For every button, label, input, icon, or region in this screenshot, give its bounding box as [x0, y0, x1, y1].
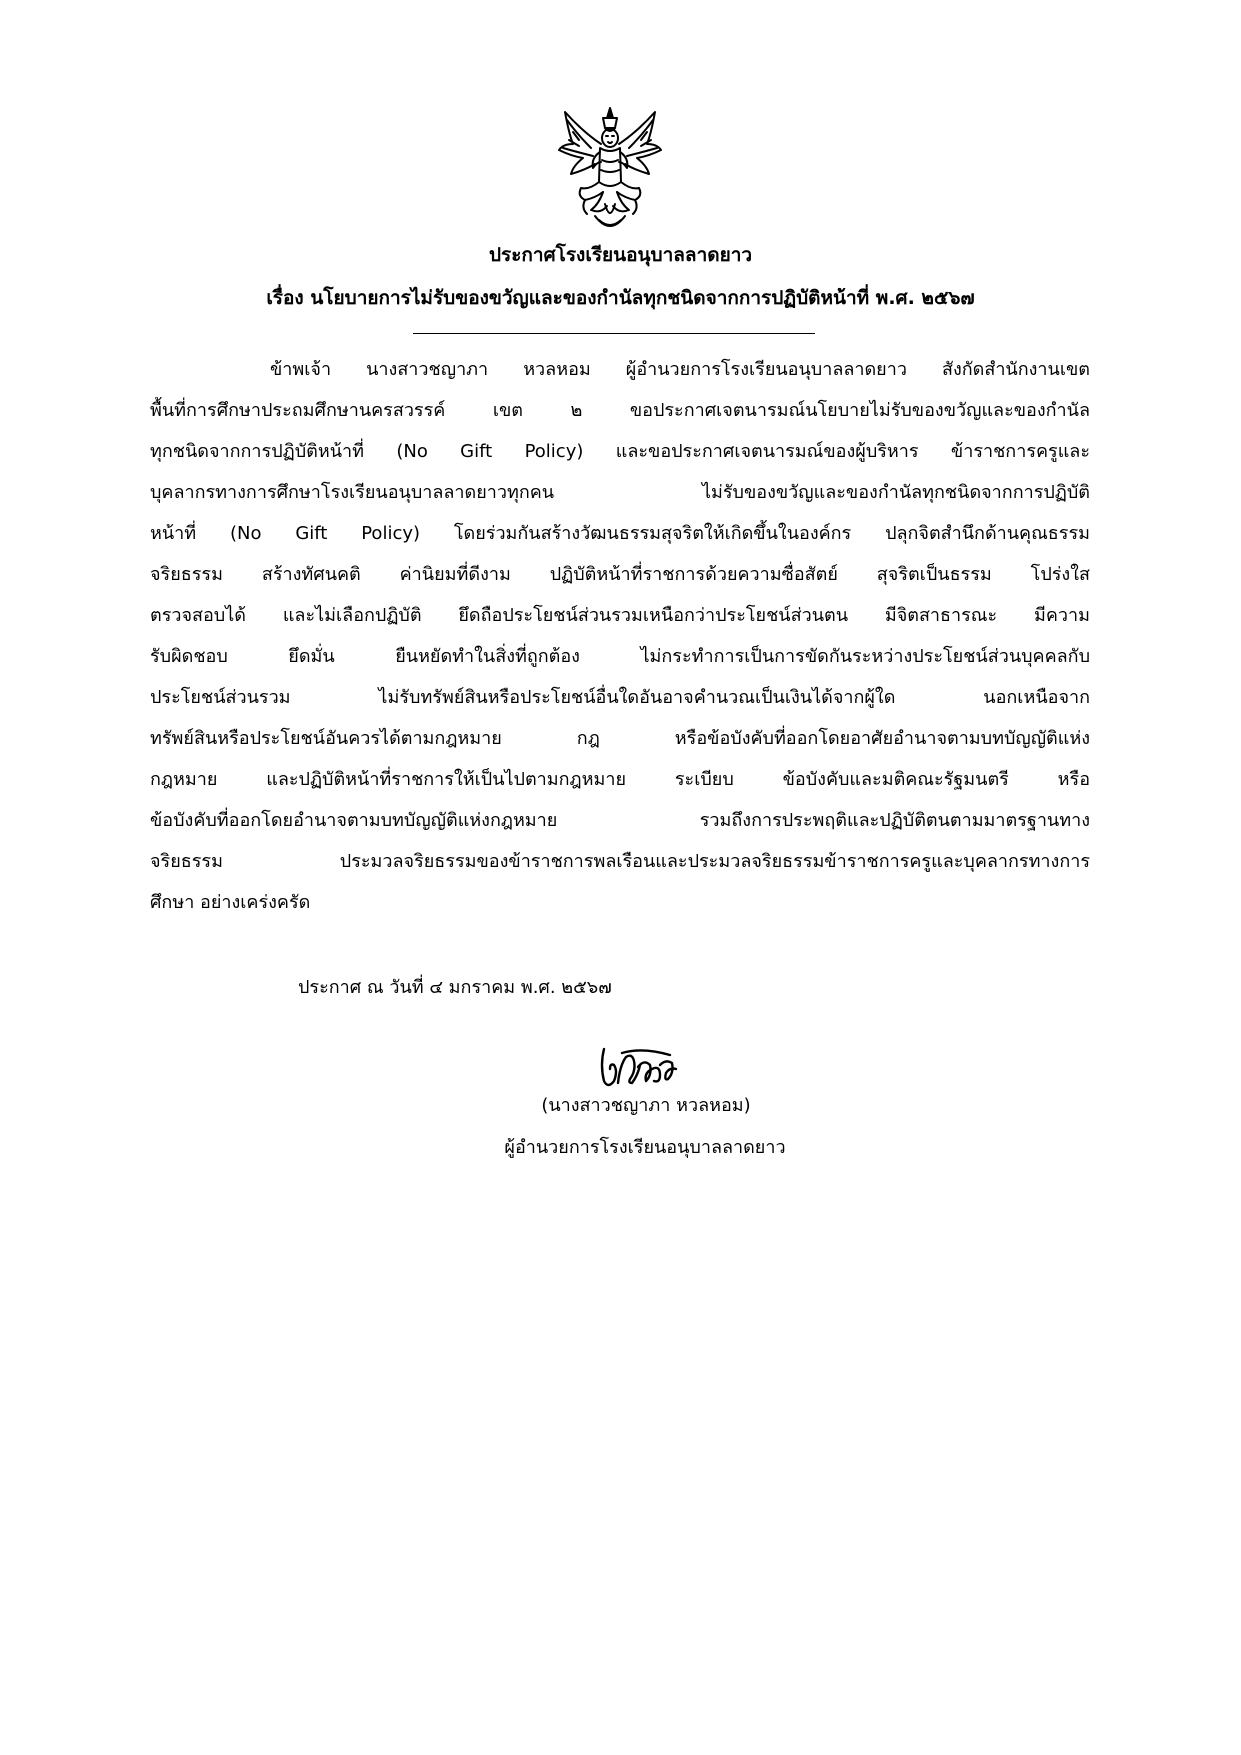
- body-line: ศึกษา อย่างเคร่งครัด: [150, 892, 311, 913]
- body-line: พื้นที่การศึกษาประถมศึกษานครสวรรค์ เขต ๒ ขอประกาศเจตนารมณ์นโยบายไม่รับของขวัญและของกำนัล: [150, 400, 1090, 421]
- body-line: กฎหมาย และปฏิบัติหน้าที่ราชการให้เป็นไปตามกฎหมาย ระเบียบ ข้อบังคับและมติคณะรัฐมนตรี หรือ: [150, 769, 1090, 790]
- announcement-title: ประกาศโรงเรียนอนุบาลลาดยาว: [488, 244, 753, 266]
- body-line: ข้าพเจ้า นางสาวชญาภา หวลหอม ผู้อำนวยการโรงเรียนอนุบาลลาดยาว สังกัดสำนักงานเขต: [270, 359, 1090, 380]
- body-line: จริยธรรม สร้างทัศนคติ ค่านิยมที่ดีงาม ปฏิบัติหน้าที่ราชการด้วยความซื่อสัตย์ สุจริตเป็นธรรม โปร่งใส: [150, 564, 1090, 585]
- body-line: บุคลากรทางการศึกษาโรงเรียนอนุบาลลาดยาวทุกคน ไม่รับของขวัญและของกำนัลทุกชนิดจากการปฏิบัติ: [150, 482, 1090, 503]
- handwritten-signature-icon: [598, 1045, 678, 1091]
- body-line: หน้าที่ (No Gift Policy) โดยร่วมกันสร้างวัฒนธรรมสุจริตให้เกิดขึ้นในองค์กร ปลุกจิตสำนึกด้านคุณธรรม: [150, 523, 1090, 544]
- announcement-subject: เรื่อง นโยบายการไม่รับของขวัญและของกำนัลทุกชนิดจากการปฏิบัติหน้าที่ พ.ศ. ๒๕๖๗: [266, 287, 975, 309]
- signatory-position: ผู้อำนวยการโรงเรียนอนุบาลลาดยาว: [504, 1137, 786, 1158]
- body-line: ทรัพย์สินหรือประโยชน์อันควรได้ตามกฎหมาย กฎ หรือข้อบังคับที่ออกโดยอาศัยอำนาจตามบทบัญญัติแห่ง: [150, 728, 1090, 749]
- title-divider: [413, 333, 815, 334]
- body-line: ข้อบังคับที่ออกโดยอำนาจตามบทบัญญัติแห่งกฎหมาย รวมถึงการประพฤติและปฏิบัติตนตามมาตรฐานทาง: [150, 810, 1090, 831]
- signatory-name: (นางสาวชญาภา หวลหอม): [541, 1095, 751, 1116]
- announcement-date: ประกาศ ณ วันที่ ๔ มกราคม พ.ศ. ๒๕๖๗: [298, 977, 612, 998]
- garuda-emblem-icon: [555, 104, 665, 238]
- body-line: ตรวจสอบได้ และไม่เลือกปฏิบัติ ยึดถือประโยชน์ส่วนรวมเหนือกว่าประโยชน์ส่วนตน มีจิตสาธารณะ มีความ: [150, 605, 1090, 626]
- body-line: ทุกชนิดจากการปฏิบัติหน้าที่ (No Gift Policy) และขอประกาศเจตนารมณ์ของผู้บริหาร ข้าราชการครูและ: [150, 441, 1090, 462]
- body-line: รับผิดชอบ ยึดมั่น ยืนหยัดทำในสิ่งที่ถูกต้อง ไม่กระทำการเป็นการขัดกันระหว่างประโยชน์ส่วนบุคคลกับ: [150, 646, 1090, 667]
- body-line: ประโยชน์ส่วนรวม ไม่รับทรัพย์สินหรือประโยชน์อื่นใดอันอาจคำนวณเป็นเงินได้จากผู้ใด นอกเหนือจาก: [150, 687, 1090, 708]
- body-line: จริยธรรม ประมวลจริยธรรมของข้าราชการพลเรือนและประมวลจริยธรรมข้าราชการครูและบุคลากรทางการ: [150, 851, 1090, 872]
